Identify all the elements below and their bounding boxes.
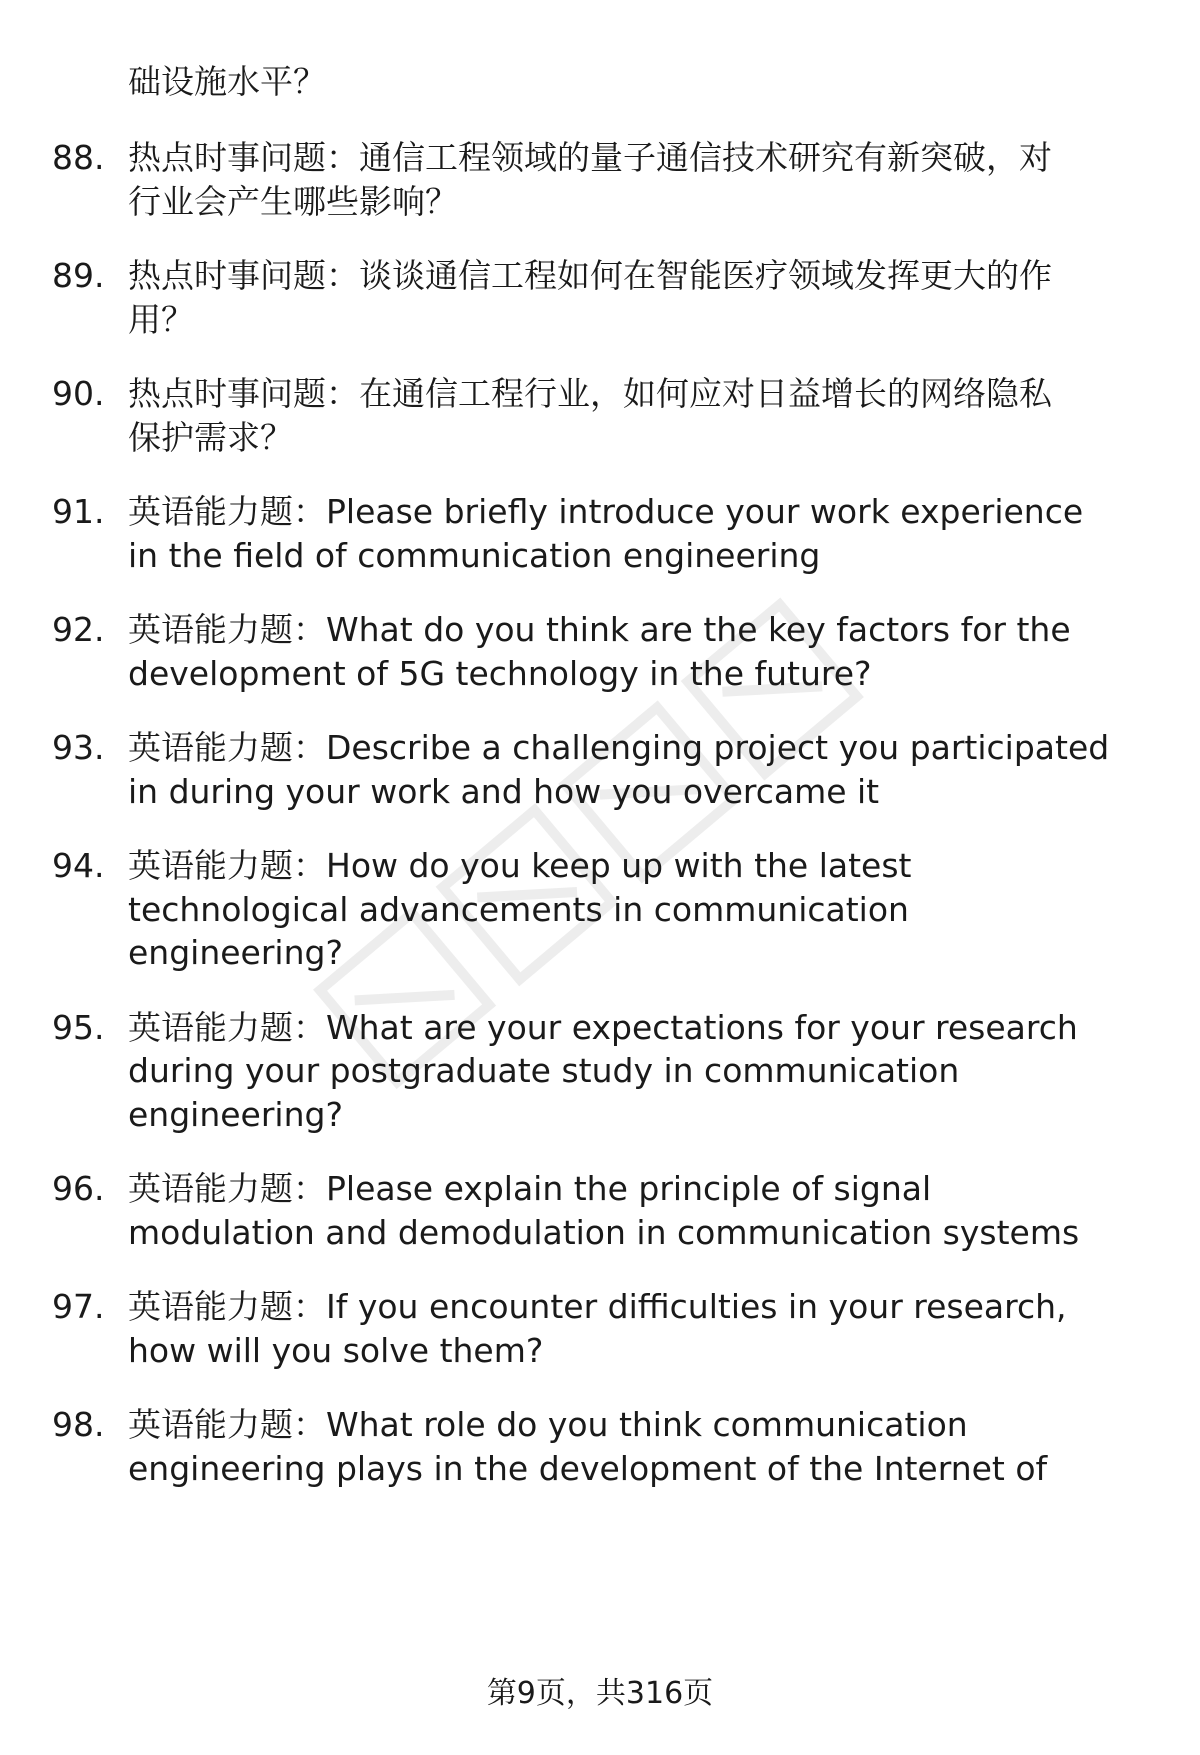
question-line: engineering? [128, 1094, 343, 1134]
question-line: 热点时事问题：谈谈通信工程如何在智能医疗领域发挥更大的作 [128, 256, 1052, 295]
question-line: modulation and demodulation in communication systems [128, 1212, 1080, 1252]
question-line: development of 5G technology in the future? [128, 653, 872, 693]
question-line: how will you solve them? [128, 1330, 544, 1370]
question-line: 英语能力题：What are your expectations for your research [128, 1007, 1078, 1047]
question-line: 英语能力题：What do you think are the key factors for the [128, 610, 1071, 649]
question-line: 行业会产生哪些影响？ [128, 181, 458, 221]
question-number: 92. [52, 610, 105, 649]
question-line: engineering plays in the development of the Internet of [128, 1448, 1048, 1488]
question-number: 91. [52, 492, 105, 531]
question-text [128, 1006, 1168, 1137]
question-line: in the field of communication engineering [128, 535, 821, 575]
question-line: 热点时事问题：通信工程领域的量子通信技术研究有新突破，对 [128, 138, 1052, 177]
question-number: 93. [52, 728, 105, 767]
question-text [128, 726, 1168, 813]
question-text [128, 844, 1168, 975]
question-line: 英语能力题：If you encounter difficulties in your research, [128, 1287, 1067, 1326]
question-line: in during your work and how you overcame it [128, 771, 880, 811]
question-number: 98. [52, 1405, 105, 1444]
question-line: 英语能力题：Please explain the principle of signal [128, 1169, 932, 1208]
question-line: 英语能力题：Please briefly introduce your work experience [128, 492, 1084, 531]
question-number: 89. [52, 256, 105, 295]
question-number: 96. [52, 1169, 105, 1208]
question-number: 95. [52, 1007, 105, 1047]
question-number: 94. [52, 846, 105, 885]
question-number: 88. [52, 138, 105, 177]
question-line: engineering? [128, 933, 343, 972]
question-number: 97. [52, 1287, 105, 1326]
page-footer: 第9页，共316页 [486, 1676, 714, 1711]
question-text [128, 1285, 1168, 1372]
question-line: during your postgraduate study in communication [128, 1051, 960, 1090]
question-text [128, 254, 1168, 341]
question-number: 90. [52, 374, 105, 413]
question-line: technological advancements in communication [128, 889, 909, 929]
question-line: 热点时事问题：在通信工程行业，如何应对日益增长的网络隐私 [128, 374, 1052, 413]
question-text [128, 1167, 1168, 1254]
question-line: 英语能力题：Describe a challenging project you participated [128, 728, 1110, 767]
question-text [128, 1403, 1168, 1490]
question-line: 用？ [128, 299, 194, 339]
question-line: 英语能力题：How do you keep up with the latest [128, 846, 912, 885]
question-text [128, 136, 1168, 223]
question-text [128, 490, 1168, 577]
question-line: 英语能力题：What role do you think communication [128, 1405, 968, 1444]
question-text [128, 372, 1168, 459]
question-text [128, 608, 1168, 695]
continuation-text: 础设施水平？ [128, 62, 326, 101]
question-line: 保护需求？ [128, 417, 293, 457]
